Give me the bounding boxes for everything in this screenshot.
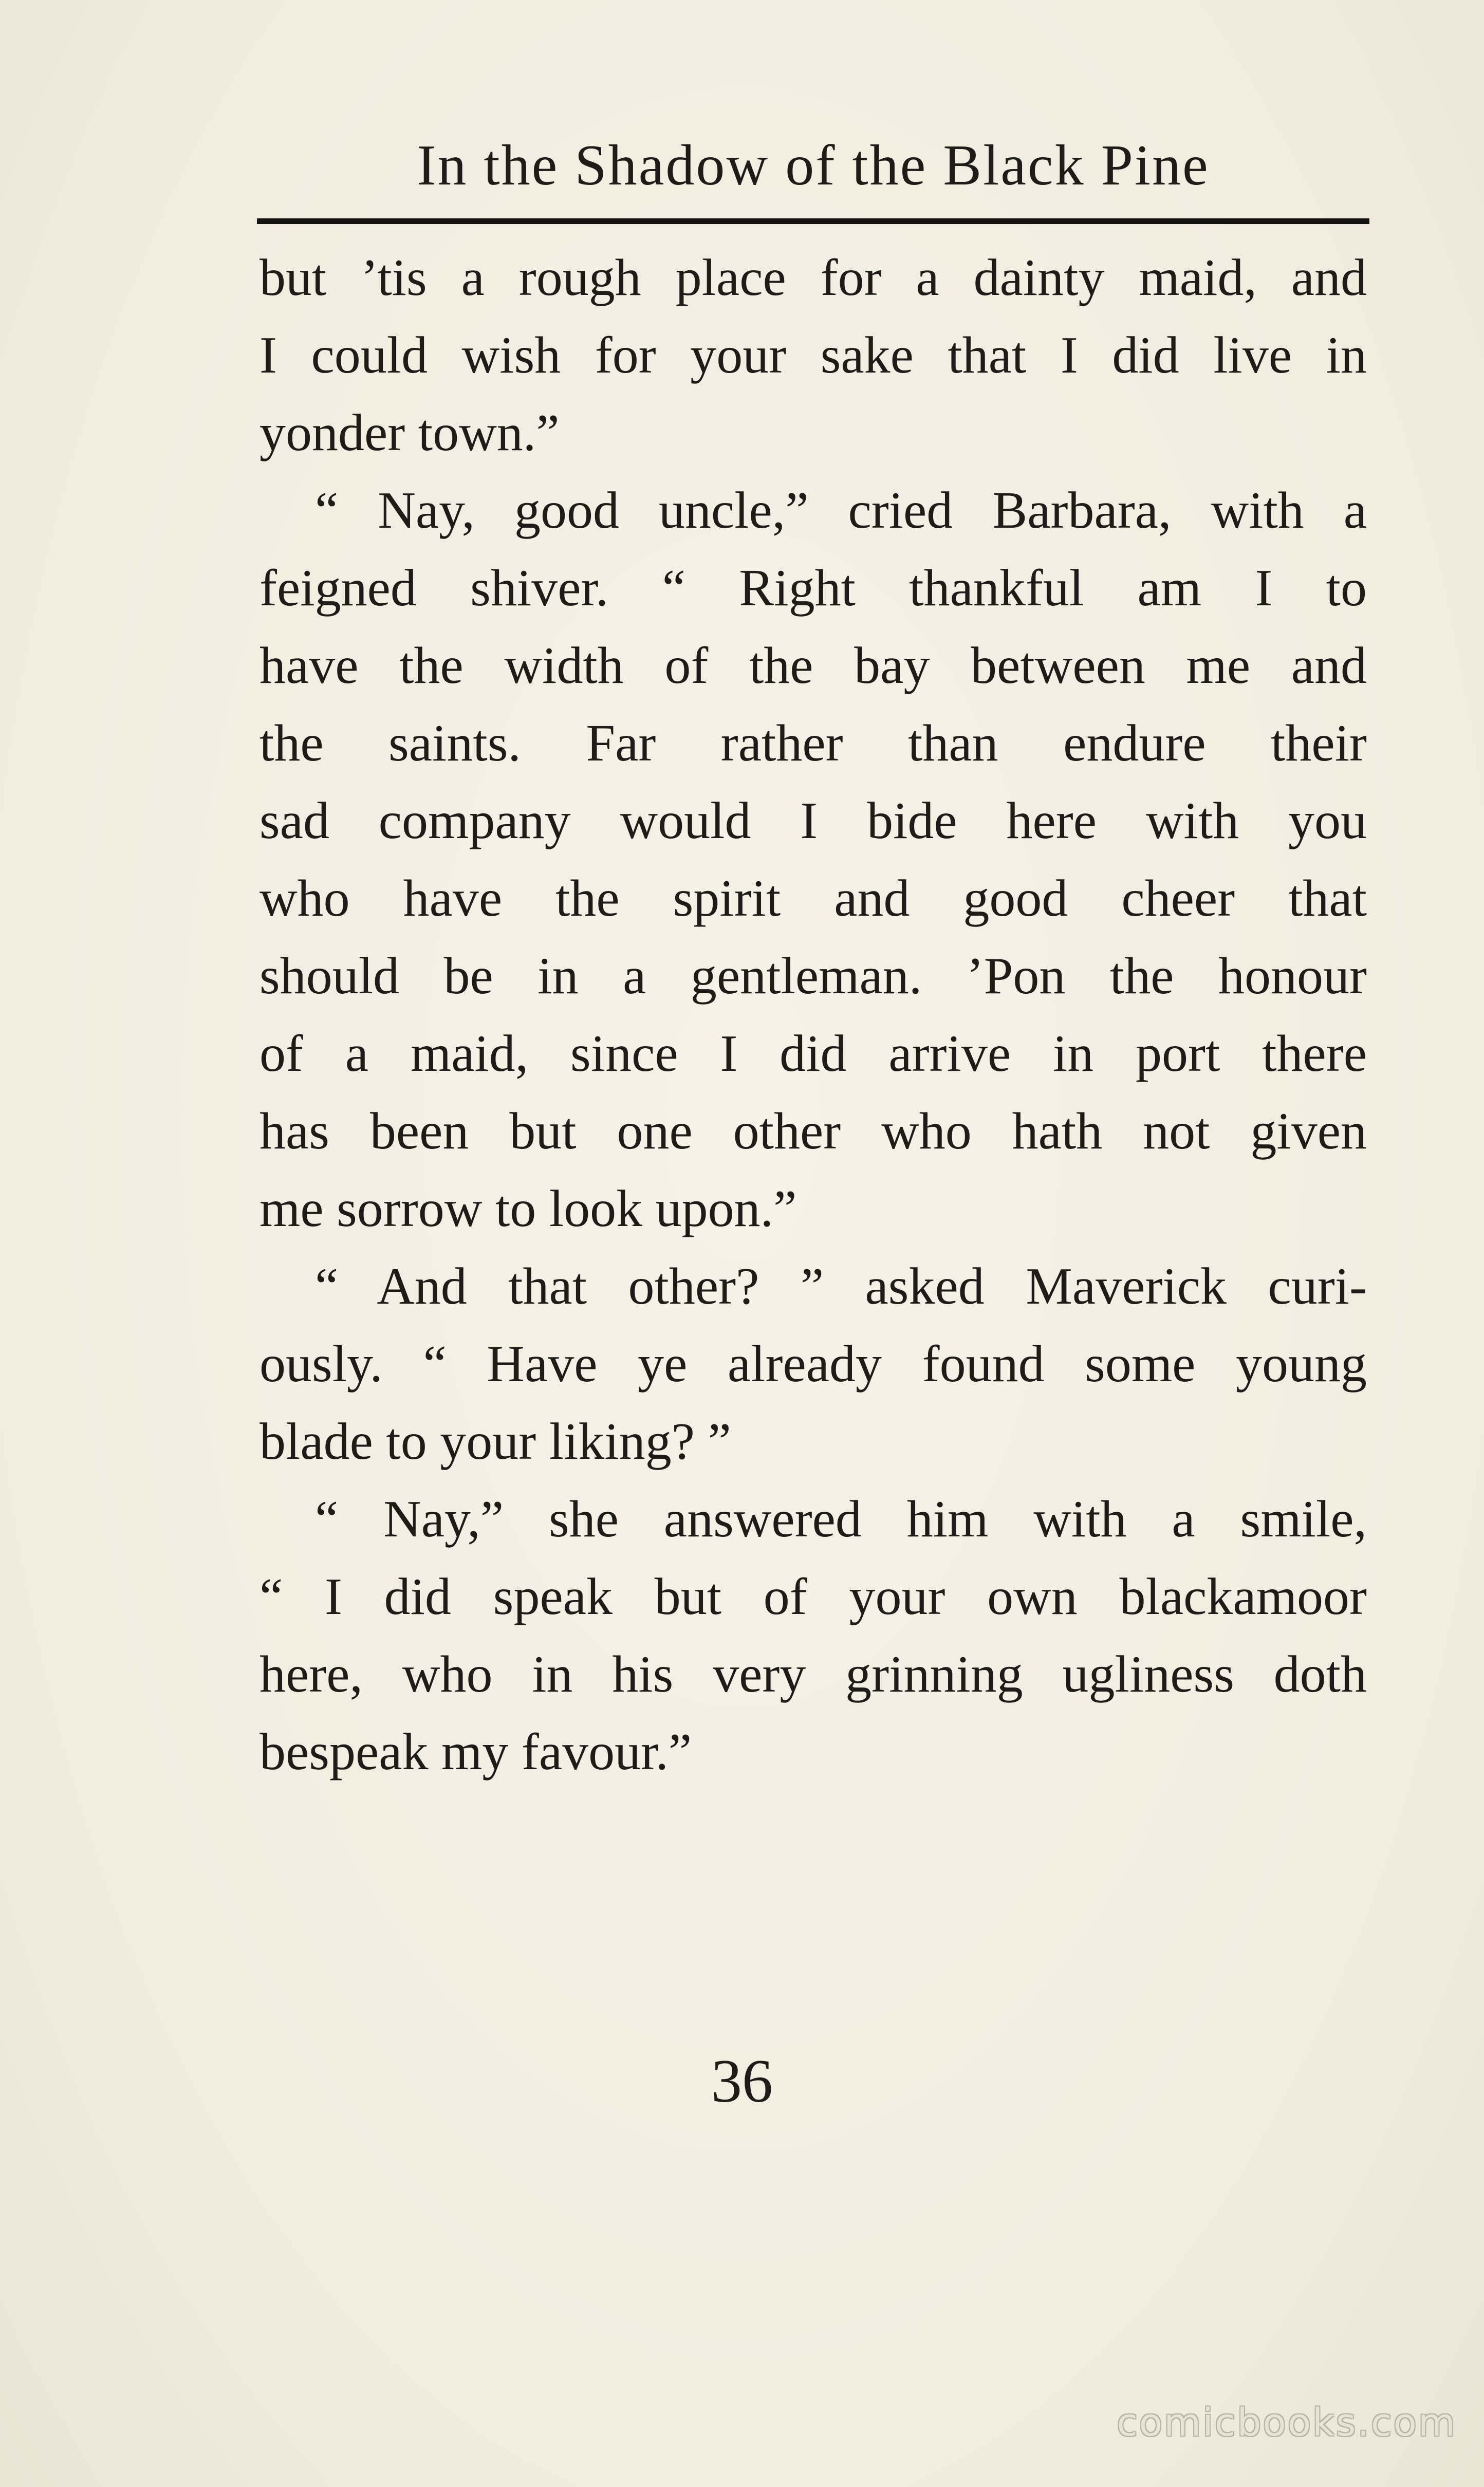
body-text (259, 239, 1367, 1791)
header-rule (257, 218, 1369, 224)
watermark: comicbooks.com (1117, 2401, 1457, 2445)
text-line: I could wish for your sake that I did live in (259, 326, 1367, 384)
text-line: who have the spirit and good cheer that (259, 869, 1367, 927)
text-line: bespeak my favour.” (259, 1723, 692, 1781)
text-line: “ I did speak but of your own blackamoor (259, 1568, 1367, 1626)
text-line: have the width of the bay between me and (259, 637, 1367, 695)
running-head: In the Shadow of the Black Pine (417, 134, 1210, 197)
text-line: should be in a gentleman. ’Pon the honour (259, 947, 1367, 1005)
text-line: yonder town.” (259, 404, 560, 462)
text-line: feigned shiver. “ Right thankful am I to (259, 559, 1367, 617)
text-line: sad company would I bide here with you (259, 792, 1367, 850)
text-line: has been but one other who hath not given (259, 1102, 1367, 1160)
text-line: “ Nay, good uncle,” cried Barbara, with a (315, 481, 1367, 540)
text-line: “ Nay,” she answered him with a smile, (315, 1490, 1367, 1548)
text-line: blade to your liking? ” (259, 1413, 731, 1471)
text-line: here, who in his very grinning ugliness doth (259, 1645, 1367, 1703)
text-line: me sorrow to look upon.” (259, 1180, 797, 1238)
text-line: of a maid, since I did arrive in port there (259, 1025, 1367, 1083)
text-line: but ’tis a rough place for a dainty maid, and (259, 249, 1367, 307)
page-number: 36 (711, 2047, 773, 2115)
text-line: ously. “ Have ye already found some young (259, 1335, 1367, 1393)
text-line: “ And that other? ” asked Maverick curi- (315, 1257, 1367, 1315)
text-line: the saints. Far rather than endure their (259, 714, 1367, 772)
